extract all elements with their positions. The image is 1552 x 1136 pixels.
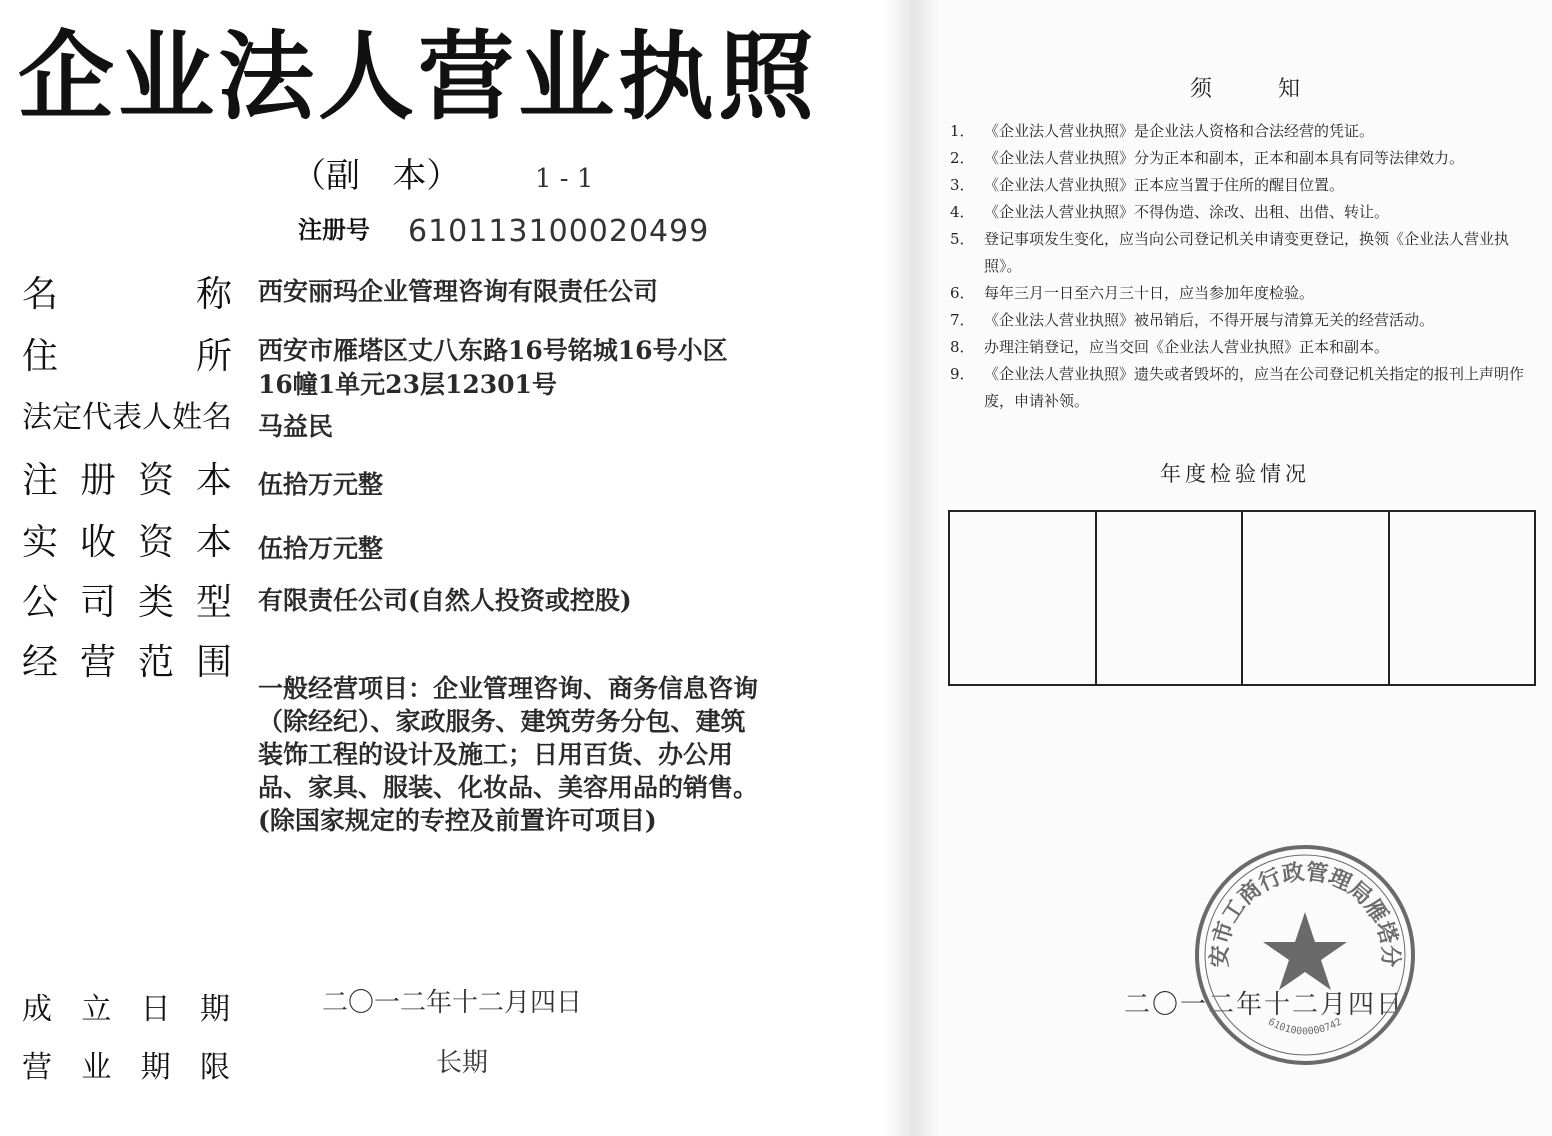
name-label: 名称 bbox=[22, 274, 232, 315]
registration-label: 注册号 bbox=[298, 216, 370, 244]
notice-item-number: 1． bbox=[950, 122, 975, 140]
notice-item-text: 《企业法人营业执照》正本应当置于住所的醒目位置。 bbox=[984, 176, 1345, 194]
notice-item-number: 9． bbox=[950, 365, 975, 383]
address-label: 住所 bbox=[22, 336, 232, 377]
notice-item-text: 《企业法人营业执照》被吊销后，不得开展与清算无关的经营活动。 bbox=[984, 311, 1435, 329]
issue-date: 二〇一二年十二月四日 bbox=[1124, 990, 1405, 1020]
seal-text: 安市工商行政管理局雁塔分 bbox=[1207, 859, 1403, 968]
company-type-value: 有限责任公司(自然人投资或控股) bbox=[258, 586, 632, 615]
established-label: 成立日期 bbox=[22, 992, 230, 1027]
notice-item-number: 7． bbox=[950, 311, 975, 329]
notice-item-text: 登记事项发生变化，应当向公司登记机关申请变更登记，换领《企业法人营业执照》。 bbox=[984, 230, 1510, 275]
term-label: 营业期限 bbox=[22, 1050, 230, 1085]
notice-item-number: 2． bbox=[950, 149, 975, 167]
inspection-title: 年度检验情况 bbox=[1160, 462, 1310, 486]
copy-number: 1 - 1 bbox=[535, 164, 594, 194]
notice-item bbox=[950, 334, 1540, 361]
legal-rep-label: 法定代表人姓名 bbox=[22, 400, 232, 435]
paid-in-capital-label: 实收资本 bbox=[22, 522, 232, 563]
inspection-cell bbox=[1097, 512, 1244, 684]
notice-item bbox=[950, 172, 1540, 199]
notice-item-text: 每年三月一日至六月三十日，应当参加年度检验。 bbox=[984, 284, 1315, 302]
notice-item bbox=[950, 145, 1540, 172]
notice-item-text: 《企业法人营业执照》遗失或者毁坏的，应当在公司登记机关指定的报刊上声明作废，申请补领。 bbox=[984, 365, 1525, 410]
notice-item-number: 6． bbox=[950, 284, 975, 302]
legal-rep-value: 马益民 bbox=[258, 412, 334, 441]
license-subtitle: （副 本） bbox=[292, 156, 461, 196]
inspection-cell bbox=[950, 512, 1097, 684]
notice-item-text: 办理注销登记，应当交回《企业法人营业执照》正本和副本。 bbox=[984, 338, 1390, 356]
notice-item bbox=[950, 307, 1540, 334]
svg-text:6101000000742 bbox=[1266, 1017, 1344, 1038]
notice-item-text: 《企业法人营业执照》不得伪造、涂改、出租、出借、转让。 bbox=[984, 203, 1390, 221]
notice-title: 须知 bbox=[1190, 77, 1300, 102]
notice-item bbox=[950, 118, 1540, 145]
license-title: 企业法人营业执照 bbox=[18, 21, 818, 133]
registered-capital-value: 伍拾万元整 bbox=[258, 470, 384, 499]
registered-capital-label: 注册资本 bbox=[22, 460, 232, 501]
address-value: 西安市雁塔区丈八东路16号铭城16号小区16幢1单元23层12301号 bbox=[258, 336, 728, 399]
notice-item-text: 《企业法人营业执照》是企业法人资格和合法经营的凭证。 bbox=[984, 122, 1375, 140]
notice-item-number: 3． bbox=[950, 176, 975, 194]
notice-item bbox=[950, 361, 1540, 415]
notice-list bbox=[950, 118, 1540, 415]
business-scope-value: 一般经营项目：企业管理咨询、商务信息咨询（除经纪）、家政服务、建筑劳务分包、建筑装饰工程的设计及施工；日用百货、办公用品、家具、服装、化妆品、美容用品的销售。(除国家规定的专控及前置许可项目) bbox=[258, 674, 759, 835]
official-seal bbox=[1190, 840, 1420, 1070]
page-spine-shadow bbox=[880, 0, 940, 1136]
term-value: 长期 bbox=[436, 1048, 489, 1078]
seal-icon bbox=[1190, 840, 1420, 1070]
notice-item-number: 4． bbox=[950, 203, 975, 221]
inspection-cell bbox=[1243, 512, 1390, 684]
notice-item bbox=[950, 280, 1540, 307]
notice-item bbox=[950, 226, 1540, 280]
notice-item bbox=[950, 199, 1540, 226]
business-scope-label: 经营范围 bbox=[22, 642, 232, 683]
notice-item-text: 《企业法人营业执照》分为正本和副本，正本和副本具有同等法律效力。 bbox=[984, 149, 1465, 167]
seal-star bbox=[1263, 912, 1347, 990]
inspection-table bbox=[948, 510, 1536, 686]
notice-item-number: 8． bbox=[950, 338, 975, 356]
paid-in-capital-value: 伍拾万元整 bbox=[258, 534, 384, 563]
inspection-cell bbox=[1390, 512, 1535, 684]
established-value: 二〇一二年十二月四日 bbox=[322, 988, 583, 1018]
notice-item-number: 5． bbox=[950, 230, 975, 248]
seal-number: 6101000000742 bbox=[1266, 1016, 1344, 1038]
name-value: 西安丽玛企业管理咨询有限责任公司 bbox=[258, 277, 659, 306]
registration-number: 610113100020499 bbox=[408, 214, 710, 249]
company-type-label: 公司类型 bbox=[22, 582, 232, 623]
